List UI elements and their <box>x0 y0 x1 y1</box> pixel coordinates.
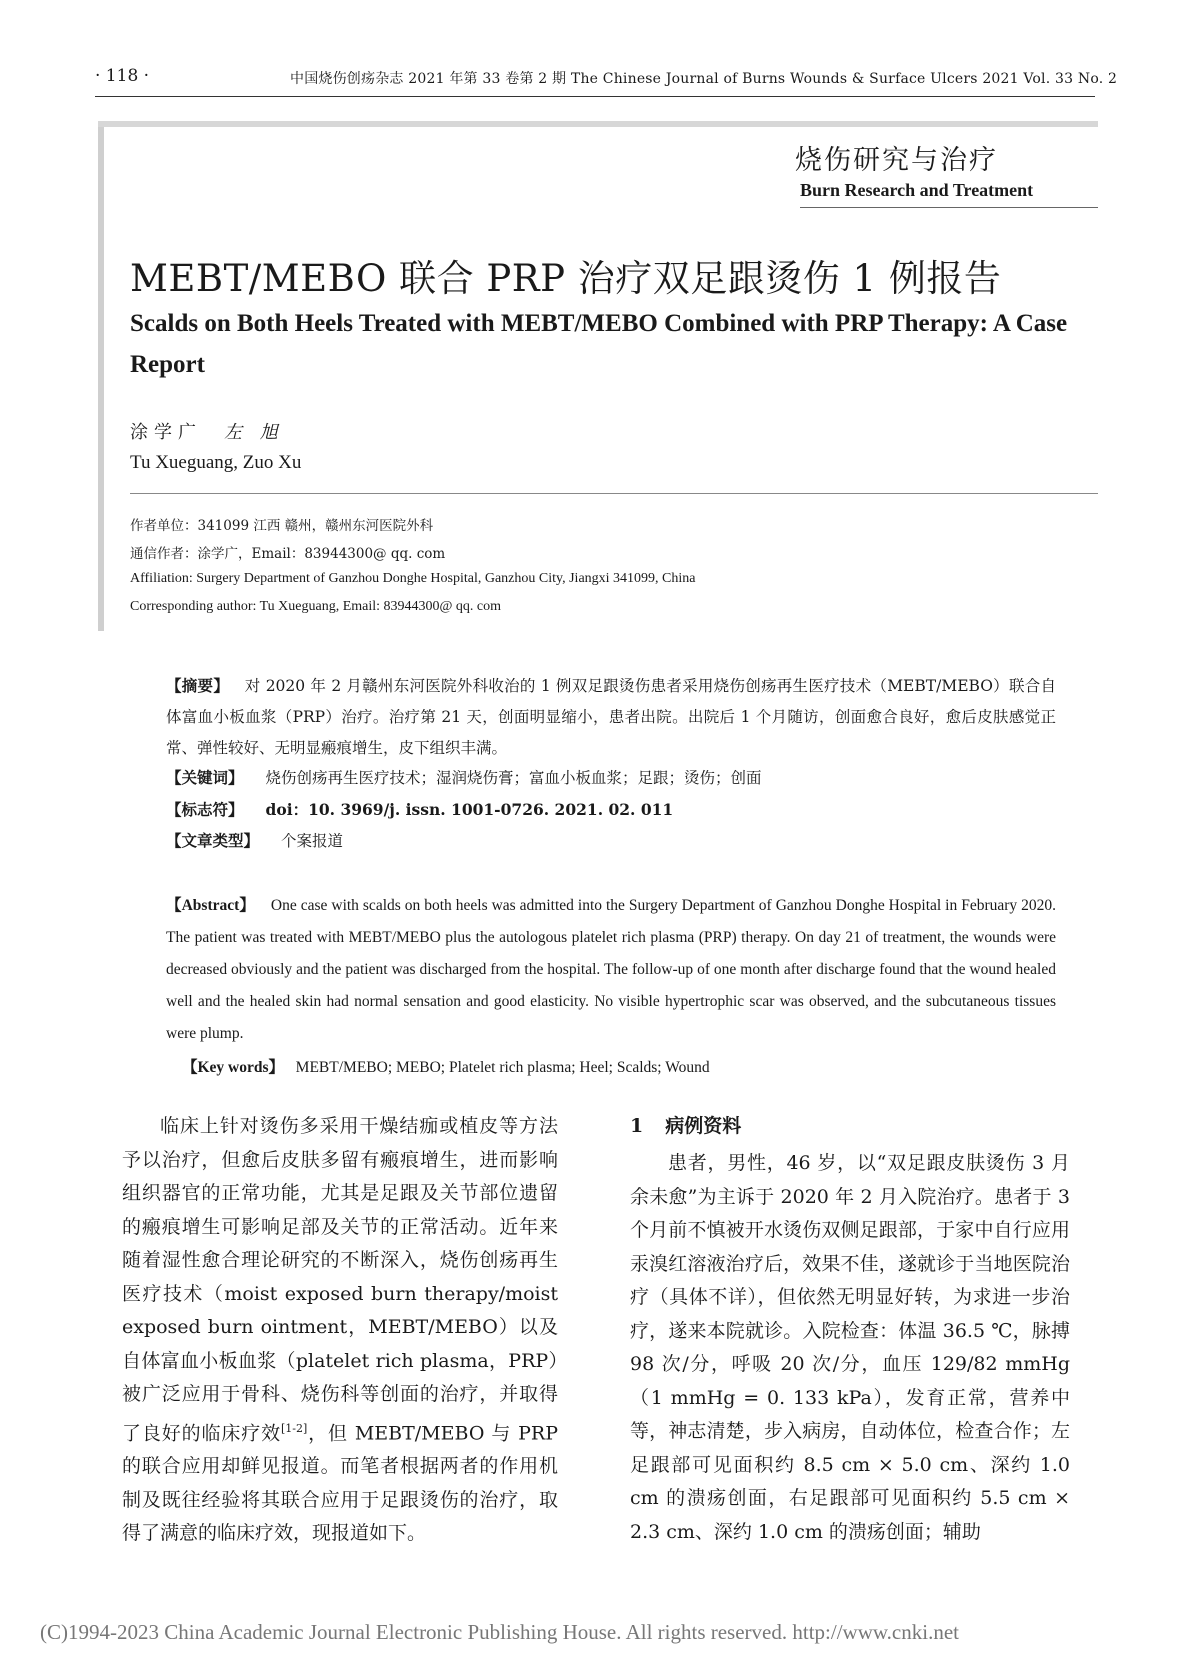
abstract-en <box>166 890 1056 1050</box>
authors-rule <box>130 493 1098 494</box>
corresponding-author-en: Corresponding author: Tu Xueguang, Email: 83944300@ qq. com <box>130 599 502 614</box>
keywords-cn-label: 【关键词】 <box>166 768 244 787</box>
article-title-cn: MEBT/MEBO 联合 PRP 治疗双足跟烫伤 1 例报告 <box>130 257 1002 300</box>
corresponding-author-cn: 通信作者：涂学广，Email：83944300@ qq. com <box>130 546 446 562</box>
copyright-footer: (C)1994-2023 China Academic Journal Electronic Publishing House. All rights reserved. http://www.cnki.net <box>40 1620 959 1644</box>
journal-header: 中国烧伤创疡杂志 2021 年第 33 卷第 2 期 The Chinese Journal of Burns Wounds & Surface Ulcers 2021 Vol. 33 No. 2 <box>290 71 1118 87</box>
title-frame-top-bar <box>98 121 1098 127</box>
affiliation-cn: 作者单位：341099 江西 赣州，赣州东河医院外科 <box>130 518 434 534</box>
doi-line <box>166 798 673 820</box>
page-number: · 118 · <box>95 66 150 86</box>
title-frame-left-bar <box>98 121 104 631</box>
abstract-en-text: One case with scalds on both heels was admitted into the Surgery Department of Ganzhou Donghe Hospital in February 2020. The patient was treated with MEBT/MEBO plus the autologous platelet rich plasma (PRP) therapy. On day 21 of treatment, the wounds were decreased obviously and the patient was discharged from the hospital. The follow-up of one month after discharge found that the wound healed well and the healed skin had normal sensation and good elasticity. No visible hypertrophic scar was observed, and the subcutaneous tissues were plump. <box>166 897 1057 1042</box>
keywords-cn <box>166 766 762 788</box>
article-type-label: 【文章类型】 <box>166 831 260 850</box>
abstract-cn-text: 对 2020 年 2 月赣州东河医院外科收治的 1 例双足跟烫伤患者采用烧伤创疡再生医疗技术（MEBT/MEBO）联合自体富血小板血浆（PRP）治疗。治疗第 21 天，创面明显缩小，患者出院。出院后 1 个月随访，创面愈合良好，愈后皮肤感觉正常、弹性较好、无明显瘢痕增生，皮下组织丰满。 <box>166 677 1056 757</box>
keywords-en <box>182 1055 710 1077</box>
section-label-cn: 烧伤研究与治疗 <box>795 145 998 176</box>
doi-text: doi：10. 3969/j. issn. 1001-0726. 2021. 02. 011 <box>265 800 674 819</box>
author-1-cn: 涂学广 <box>130 422 202 443</box>
article-type-text: 个案报道 <box>281 832 344 850</box>
intro-paragraph <box>122 1110 558 1551</box>
header-rule <box>95 96 1095 97</box>
authors-en: Tu Xueguang, Zuo Xu <box>130 452 302 473</box>
section-1-title: 病例资料 <box>665 1115 742 1137</box>
case-paragraph: 患者，男性，46 岁，以“双足跟皮肤烫伤 3 月余未愈”为主诉于 2020 年 2 月入院治疗。患者于 3 个月前不慎被开水烫伤双侧足跟部，于家中自行应用汞溴红溶液治疗后，效果不佳，遂就诊于当地医院治疗（具体不详），但依然无明显好转，为求进一步治疗，遂来本院就诊。入院检查：体温 36.5 ℃，脉搏 98 次/分，呼吸 20 次/分，血压 129/82 mmHg（1 mmHg = 0. 133 kPa），发育正常，营养中等，神志清楚，步入病房，自动体位，检查合作；左足跟部可见面积约 8.5 cm × 5.0 cm、深约 1.0 cm 的溃疡创面，右足跟部可见面积约 5.5 cm × 2.3 cm、深约 1.0 cm 的溃疡创面；辅助 <box>630 1152 1070 1543</box>
abstract-en-label: 【Abstract】 <box>166 897 255 914</box>
keywords-en-label: 【Key words】 <box>182 1059 285 1076</box>
keywords-en-text: MEBT/MEBO; MEBO; Platelet rich plasma; Heel; Scalds; Wound <box>295 1059 710 1076</box>
keywords-cn-text: 烧伤创疡再生医疗技术；湿润烧伤膏；富血小板血浆；足跟；烫伤；创面 <box>265 769 762 787</box>
section-1-number: 1 <box>630 1115 644 1137</box>
section-underline <box>800 207 1098 208</box>
intro-text-2: ，但 MEBT/MEBO 与 PRP 的联合应用却鲜见报道。而笔者根据两者的作用机制及既往经验将其联合应用于足跟烫伤的治疗，取得了满意的临床疗效，现报道如下。 <box>122 1421 558 1545</box>
authors-cn <box>130 418 284 444</box>
intro-text-1: 临床上针对烫伤多采用干燥结痂或植皮等方法予以治疗，但愈后皮肤多留有瘢痕增生，进而影响组织器官的正常功能，尤其是足跟及关节部位遗留的瘢痕增生可影响足部及关节的正常活动。近年来随着湿性愈合理论研究的不断深入，烧伤创疡再生医疗技术（moist exposed burn therapy/moist exposed burn ointment，MEBT/MEBO）以及自体富血小板血浆（platelet rich plasma，PRP）被广泛应用于骨科、烧伤科等创面的治疗，并取得了良好的临床疗效 <box>122 1115 558 1444</box>
abstract-cn <box>166 670 1056 764</box>
section-1-heading <box>630 1111 741 1138</box>
doi-label: 【标志符】 <box>166 800 244 819</box>
affiliation-en: Affiliation: Surgery Department of Ganzhou Donghe Hospital, Ganzhou City, Jiangxi 341099, China <box>130 571 696 586</box>
section-label-en: Burn Research and Treatment <box>800 180 1034 200</box>
article-type-line <box>166 829 343 851</box>
abstract-cn-label: 【摘要】 <box>166 676 230 695</box>
citation-ref: [1-2] <box>281 1421 308 1435</box>
author-2-cn: 左 旭 <box>224 422 284 443</box>
article-title-en: Scalds on Both Heels Treated with MEBT/MEBO Combined with PRP Therapy: A Case Report <box>130 310 1068 378</box>
